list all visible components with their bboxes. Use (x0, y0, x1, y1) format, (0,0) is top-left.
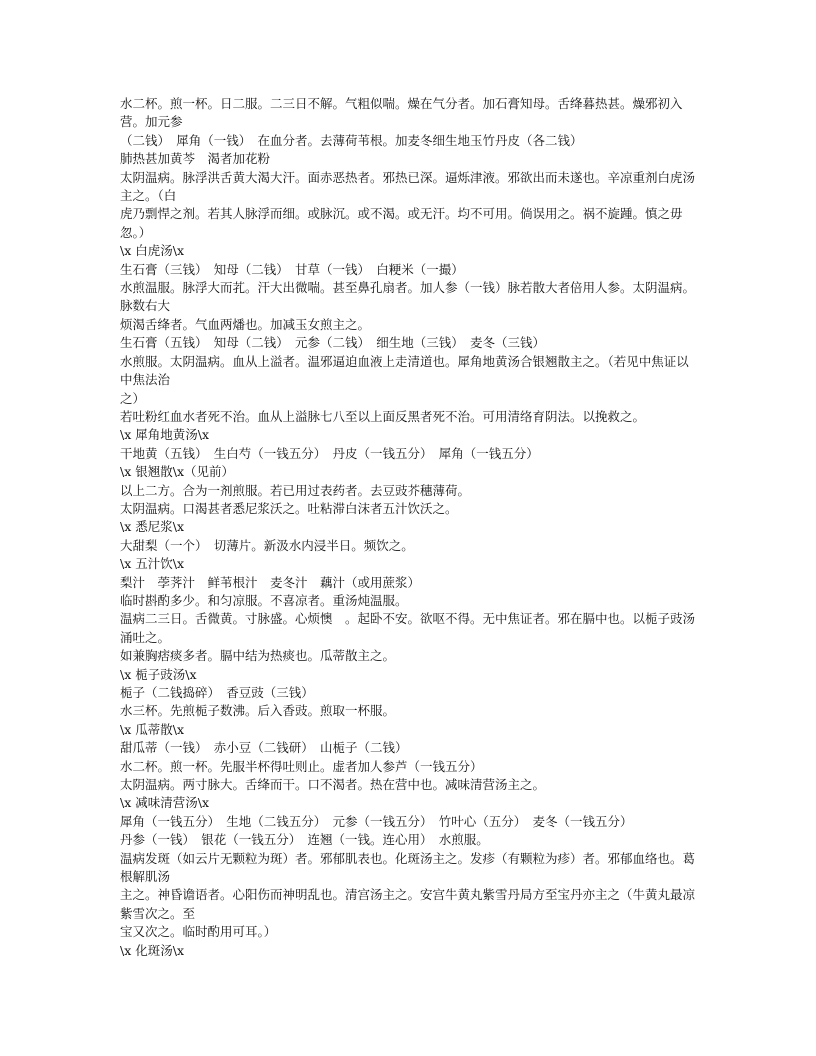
text-line: \x 化斑汤\x (120, 942, 184, 958)
text-line: \x 瓜蒂散\x (120, 721, 184, 737)
text-line: 主之。神昏谵语者。心阳伤而神明乱也。清宫汤主之。安宫牛黄丸紫雪丹局方至宝丹亦主之（牛黄丸最凉紫雪次之。至 (120, 887, 696, 921)
text-line: \x 悉尼浆\x (120, 519, 184, 535)
text-line: 如兼胸痞痰多者。膈中结为热痰也。瓜蒂散主之。 (120, 648, 396, 664)
text-line: 太阴温病。两寸脉大。舌绛而干。口不渴者。热在营中也。减味清营汤主之。 (120, 777, 546, 793)
text-line: \x 栀子豉汤\x (120, 666, 197, 682)
text-line: 梨汁 荸荠汁 鲜苇根汁 麦冬汁 藕汁（或用蔗浆） (120, 574, 421, 590)
text-line: 栀子（二钱捣碎） 香豆豉（三钱） (120, 685, 314, 700)
text-line: 烦渴舌绛者。气血两燔也。加减玉女煎主之。 (120, 316, 371, 332)
document-page (120, 95, 700, 960)
text-line: 水二杯。煎一杯。日二服。二三日不解。气粗似喘。燥在气分者。加石膏知母。舌绛暮热甚。燥邪初入营。加元参 (120, 96, 683, 130)
text-line: \x 减味清营汤\x (120, 795, 209, 811)
text-line: 水煎温服。脉浮大而芤。汗大出微喘。甚至鼻孔扇者。加人参（一钱）脉若散大者倍用人参。太阴温病。脉数右大 (120, 280, 696, 314)
text-line: 生石膏（五钱） 知母（二钱） 元参（二钱） 细生地（三钱） 麦冬（三钱） (120, 335, 546, 351)
text-line: （二钱） 犀角（一钱） 在血分者。去薄荷苇根。加麦冬细生地玉竹丹皮（各二钱） (120, 132, 583, 148)
text-line: \x 银翘散\x（见前） (120, 464, 234, 480)
text-line: 丹参（一钱） 银花（一钱五分） 连翘（一钱。连心用） 水煎服。 (120, 832, 489, 848)
text-line: 温病发斑（如云片无颗粒为斑）者。邪郁肌表也。化斑汤主之。发疹（有颗粒为疹）者。邪郁血络也。葛根解肌汤 (120, 850, 696, 885)
text-line: 虎乃剽悍之剂。若其人脉浮而细。或脉沉。或不渴。或无汗。均不可用。倘误用之。祸不旋踵。慎之毋忽。） (120, 206, 683, 240)
text-line: \x 五汁饮\x (120, 556, 184, 572)
text-line: 临时斟酌多少。和匀凉服。不喜凉者。重汤炖温服。 (120, 592, 408, 608)
text-line: 肺热甚加黄芩 渴者加花粉 (120, 151, 271, 167)
text-line: 干地黄（五钱） 生白芍（一钱五分） 丹皮（一钱五分） 犀角（一钱五分） (120, 445, 539, 461)
text-line: 太阴温病。口渴甚者悉尼浆沃之。吐粘滞白沫者五汁饮沃之。 (120, 500, 458, 516)
text-line: 生石膏（三钱） 知母（二钱） 甘草（一钱） 白粳米（一撮） (120, 261, 464, 277)
text-line: \x 白虎汤\x (120, 243, 184, 259)
text-line: 之） (120, 390, 146, 406)
text-line: 水煎服。太阴温病。血从上溢者。温邪逼迫血液上走清道也。犀角地黄汤合银翘散主之。（若见中焦证以中焦法治 (120, 353, 689, 388)
text-line: \x 犀角地黄汤\x (120, 427, 209, 443)
text-line: 大甜梨（一个） 切薄片。新汲水内浸半日。频饮之。 (120, 537, 414, 553)
text-line: 水二杯。煎一杯。先服半杯得吐则止。虚者加人参芦（一钱五分） (120, 758, 483, 774)
text-line: 太阴温病。脉浮洪舌黄大渴大汗。面赤恶热者。邪热已深。逼烁津液。邪欲出而未遂也。辛凉重剂白虎汤主之。（白 (120, 169, 696, 204)
text-line: 以上二方。合为一剂煎服。若已用过表药者。去豆豉芥穗薄荷。 (120, 482, 471, 498)
text-line: 若吐粉红血水者死不治。血从上溢脉七八至以上面反黑者死不治。可用清络育阴法。以挽救之。 (120, 408, 646, 424)
text-line: 犀角（一钱五分） 生地（二钱五分） 元参（一钱五分） 竹叶心（五分） 麦冬（一钱五分） (120, 813, 633, 829)
text-line: 宝又次之。临时酌用可耳。） (120, 924, 277, 940)
text-line: 水三杯。先煎栀子数沸。后入香豉。煎取一杯服。 (120, 703, 396, 719)
text-line: 温病二三日。舌微黄。寸脉盛。心烦懊 。起卧不安。欲呕不得。无中焦证者。邪在膈中也。以栀子豉汤涌吐之。 (120, 611, 696, 645)
text-line: 甜瓜蒂（一钱） 赤小豆（二钱研） 山栀子（二钱） (120, 740, 408, 756)
